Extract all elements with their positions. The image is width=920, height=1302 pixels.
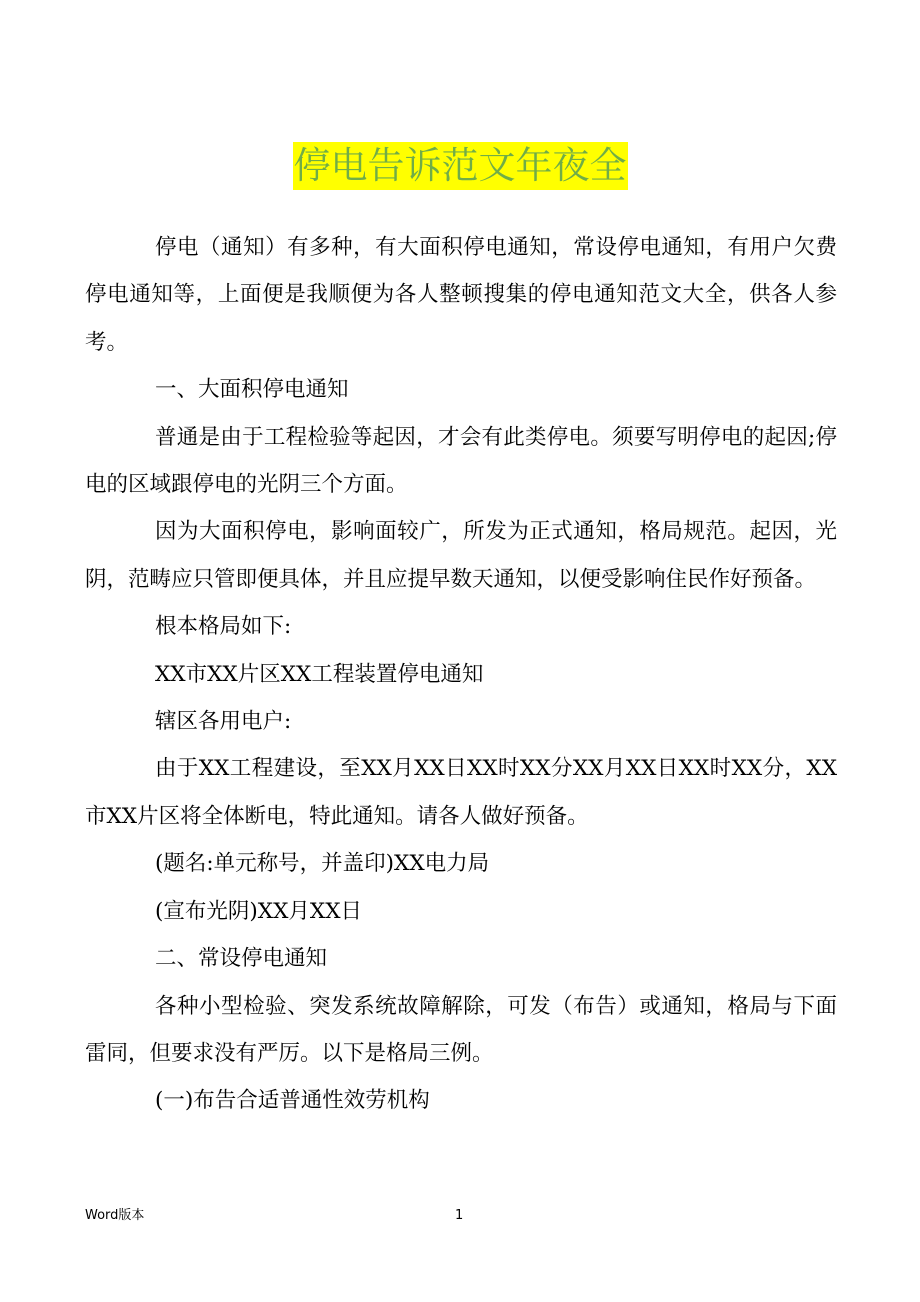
paragraph: 根本格局如下:	[155, 614, 292, 640]
document-title: 停电告诉范文年夜全	[293, 142, 628, 190]
paragraph: XX市XX片区XX工程装置停电通知	[155, 661, 484, 687]
footer-label: Word版本	[85, 1208, 145, 1223]
paragraph: 因为大面积停电，影响面较广，所发为正式通知，格局规范。起因，光阴，范畴应只管即便具体，并且应提早数天通知，以便受影响住民作好预备。	[85, 519, 837, 592]
paragraph: 各种小型检验、突发系统故障解除，可发（布告）或通知，格局与下面雷同，但要求没有严厉。以下是格局三例。	[85, 993, 837, 1066]
title-container	[0, 142, 920, 190]
paragraph: (一)布告合适普通性效劳机构	[155, 1088, 430, 1114]
heading-section-2: 二、常设停电通知	[155, 946, 328, 972]
paragraph: (宣布光阴)XX月XX日	[155, 898, 363, 924]
paragraph: 由于XX工程建设，至XX月XX日XX时XX分XX月XX日XX时XX分，XX市XX片区将全体断电，特此通知。请各人做好预备。	[85, 756, 837, 829]
paragraph-intro: 停电（通知）有多种，有大面积停电通知，常设停电通知，有用户欠费停电通知等，上面便是我顺便为各人整顿搜集的停电通知范文大全，供各人参考。	[85, 235, 837, 355]
paragraph: (题名:单元称号，并盖印)XX电力局	[155, 851, 490, 877]
paragraph: 辖区各用电户:	[155, 709, 292, 735]
paragraph: 普通是由于工程检验等起因，才会有此类停电。须要写明停电的起因;停电的区域跟停电的光阴三个方面。	[85, 424, 837, 498]
heading-section-1: 一、大面积停电通知	[155, 377, 349, 403]
document-body	[85, 224, 837, 1125]
page-number: 1	[455, 1208, 464, 1223]
